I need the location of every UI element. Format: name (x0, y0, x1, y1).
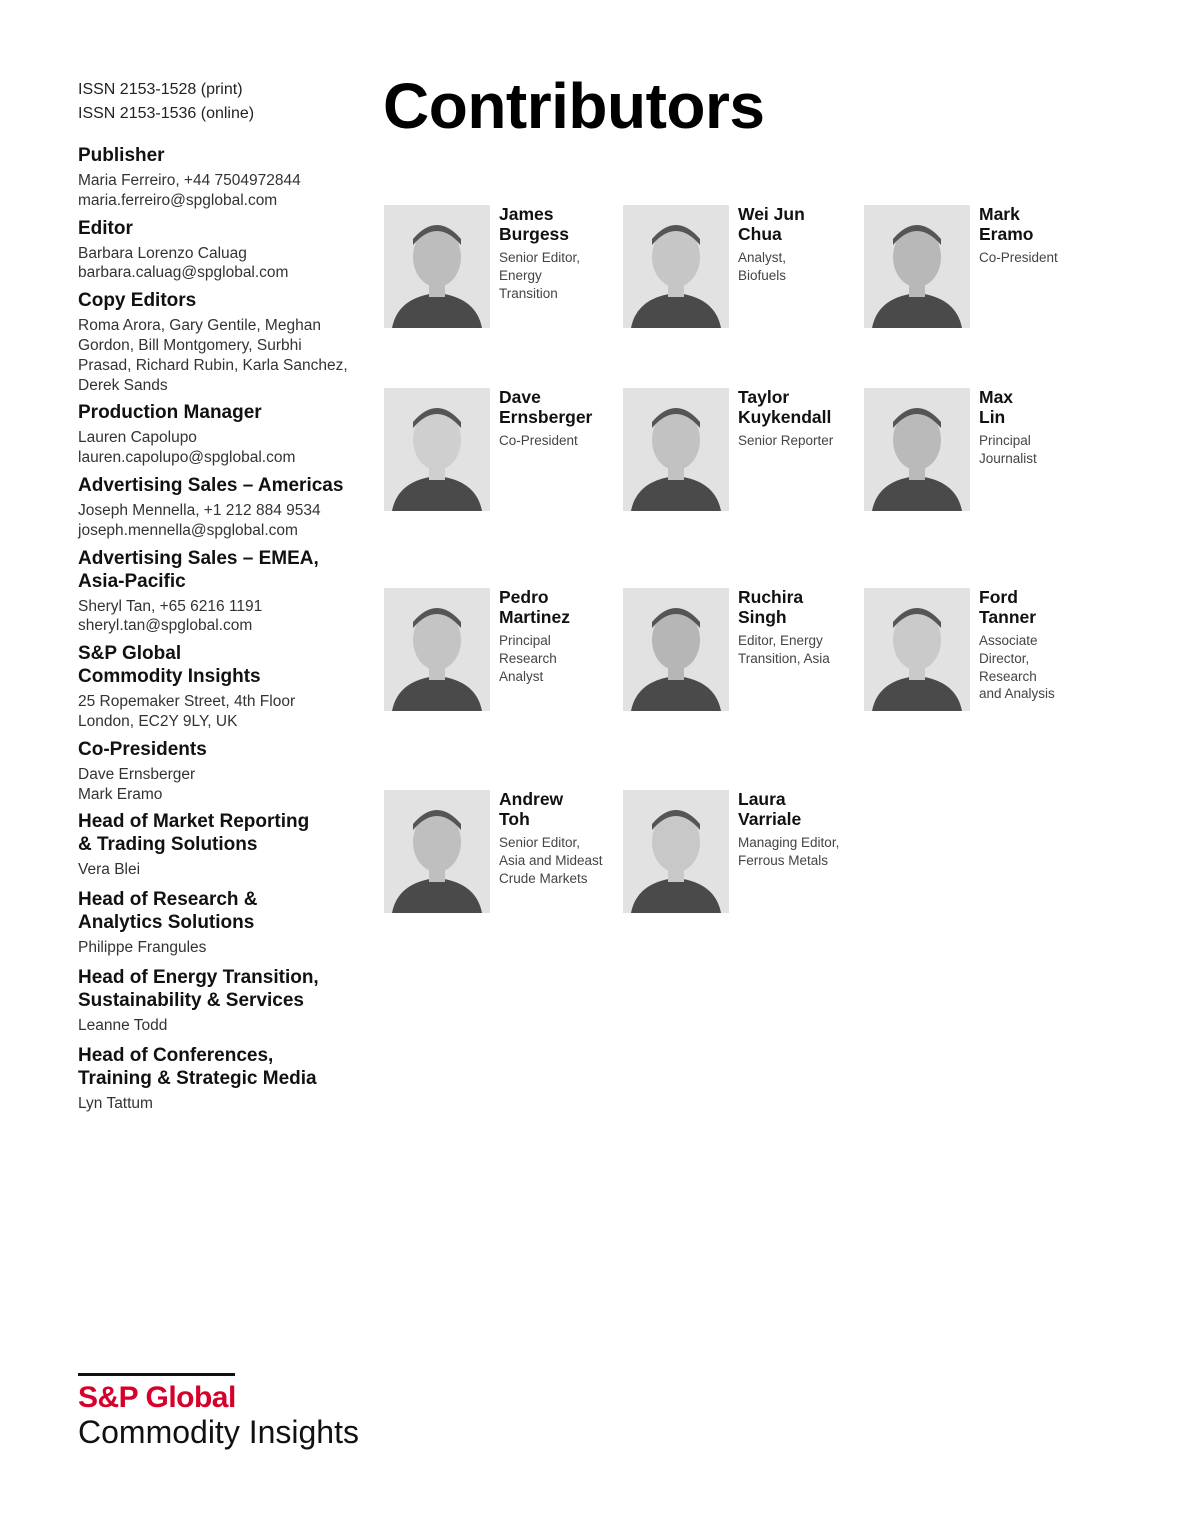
contributor-role: Co-President (979, 250, 1058, 265)
contributor-role: Senior Editor, Asia and Mideast Crude Markets (499, 835, 603, 886)
masthead-section-title: Editor (78, 217, 133, 239)
contributor-name: Mark Eramo (979, 204, 1034, 244)
masthead-section (78, 401, 368, 468)
contributor-photo (384, 388, 490, 511)
contributor-role: Editor, Energy Transition, Asia (738, 633, 830, 666)
masthead-section (78, 1044, 368, 1114)
masthead-section-title: Head of Energy Transition, Sustainability & Services (78, 966, 319, 1011)
contributor-card (384, 205, 614, 331)
logo-brand: S&P Global (78, 1381, 236, 1414)
masthead-section-line: Roma Arora, Gary Gentile, Meghan (78, 317, 321, 335)
contributor-card (384, 388, 614, 514)
masthead-section-title: Publisher (78, 145, 165, 166)
contributor-card (623, 588, 853, 714)
masthead-section (78, 474, 368, 541)
masthead-section (78, 888, 368, 958)
masthead-section-line: Joseph Mennella, +1 212 884 9534 (78, 501, 321, 519)
masthead-section-line: Mark Eramo (78, 785, 163, 803)
masthead-section-line: 25 Ropemaker Street, 4th Floor (78, 693, 296, 711)
masthead-section-title: Co-Presidents (78, 738, 207, 760)
contributor-photo (384, 588, 490, 711)
contributor-photo (384, 790, 490, 913)
masthead-section (78, 810, 368, 880)
masthead-section-title: Production Manager (78, 402, 262, 424)
sp-global-logo (78, 1373, 359, 1450)
contributor-name: Taylor Kuykendall (738, 387, 832, 427)
masthead-section-title: Head of Conferences, Training & Strategic Media (78, 1044, 317, 1089)
masthead-section-line: barbara.caluag@spglobal.com (78, 264, 289, 282)
contributor-card (864, 588, 1094, 714)
contributor-photo (623, 790, 729, 913)
contributor-photo (623, 388, 729, 511)
page-title: Contributors (383, 70, 765, 142)
masthead-section-line: Lauren Capolupo (78, 429, 197, 447)
contributor-role: Managing Editor, Ferrous Metals (738, 835, 840, 868)
contributor-role: Associate Director, Research and Analysis (979, 633, 1055, 702)
logo-rule (78, 1373, 235, 1376)
contributor-role: Analyst, Biofuels (738, 250, 787, 283)
masthead-section-line: Gordon, Bill Montgomery, Surbhi (78, 336, 302, 354)
masthead-section-title: Head of Market Reporting & Trading Solutions (78, 811, 310, 856)
masthead-section-title: S&P Global Commodity Insights (78, 643, 261, 688)
contributor-role: Principal Research Analyst (499, 633, 557, 684)
masthead-section-line: sheryl.tan@spglobal.com (78, 617, 253, 635)
masthead-section-line: maria.ferreiro@spglobal.com (78, 191, 278, 209)
masthead-section-line: Philippe Frangules (78, 939, 207, 957)
contributor-name: Ruchira Singh (738, 587, 804, 627)
issn-online: ISSN 2153-1536 (online) (78, 105, 255, 122)
masthead-section-line: Sheryl Tan, +65 6216 1191 (78, 597, 263, 615)
contributor-role: Co-President (499, 433, 578, 448)
masthead-section-title: Head of Research & Analytics Solutions (78, 889, 258, 934)
masthead-section-line: Vera Blei (78, 861, 141, 879)
contributor-role: Senior Reporter (738, 433, 834, 448)
contributor-photo (864, 205, 970, 328)
contributor-card (384, 588, 614, 714)
contributor-role: Principal Journalist (979, 433, 1037, 466)
masthead-section-line: London, EC2Y 9LY, UK (78, 712, 238, 730)
masthead-section-line: Dave Ernsberger (78, 765, 196, 783)
masthead-section (78, 966, 368, 1036)
masthead-section-line: Lyn Tattum (78, 1094, 153, 1112)
masthead-section-line: lauren.capolupo@spglobal.com (78, 449, 296, 467)
contributor-card (864, 205, 1094, 331)
contributor-photo (623, 205, 729, 328)
masthead-sections (78, 144, 368, 1114)
contributor-name: Ford Tanner (979, 587, 1037, 627)
masthead-section-line: joseph.mennella@spglobal.com (78, 521, 298, 539)
masthead-section-line: Leanne Todd (78, 1016, 168, 1034)
contributor-photo (864, 588, 970, 711)
contributor-card (623, 388, 853, 514)
contributor-card (623, 790, 853, 916)
masthead-section-line: Prasad, Richard Rubin, Karla Sanchez, (78, 356, 348, 374)
contributor-name: James Burgess (499, 204, 570, 244)
masthead-section-line: Barbara Lorenzo Caluag (78, 244, 247, 262)
contributor-role: Senior Editor, Energy Transition (499, 250, 581, 301)
logo-subtitle: Commodity Insights (78, 1414, 359, 1450)
contributor-card (384, 790, 614, 916)
masthead-section (78, 289, 368, 395)
contributor-card (623, 205, 853, 331)
issn-print: ISSN 2153-1528 (print) (78, 81, 243, 98)
contributor-photo (623, 588, 729, 711)
contributor-name: Laura Varriale (738, 789, 802, 829)
contributor-name: Andrew Toh (499, 789, 564, 829)
masthead-column (78, 78, 368, 1114)
contributor-name: Dave Ernsberger (499, 387, 593, 427)
masthead-section (78, 144, 368, 211)
contributor-name: Wei Jun Chua (738, 204, 805, 244)
masthead-section-title: Copy Editors (78, 290, 197, 312)
masthead-section (78, 738, 368, 805)
contributor-photo (864, 388, 970, 511)
masthead-section (78, 642, 368, 732)
masthead-section-title: Advertising Sales – EMEA, Asia-Pacific (78, 547, 319, 592)
contributor-photo (384, 205, 490, 328)
masthead-section-line: Derek Sands (78, 376, 168, 394)
contributor-name: Pedro Martinez (499, 587, 570, 627)
masthead-section-title: Advertising Sales – Americas (78, 474, 344, 496)
masthead-section-line: Maria Ferreiro, +44 7504972844 (78, 172, 301, 189)
masthead-section (78, 217, 368, 284)
contributor-card (864, 388, 1094, 514)
contributor-name: Max Lin (979, 387, 1014, 427)
masthead-section (78, 547, 368, 637)
